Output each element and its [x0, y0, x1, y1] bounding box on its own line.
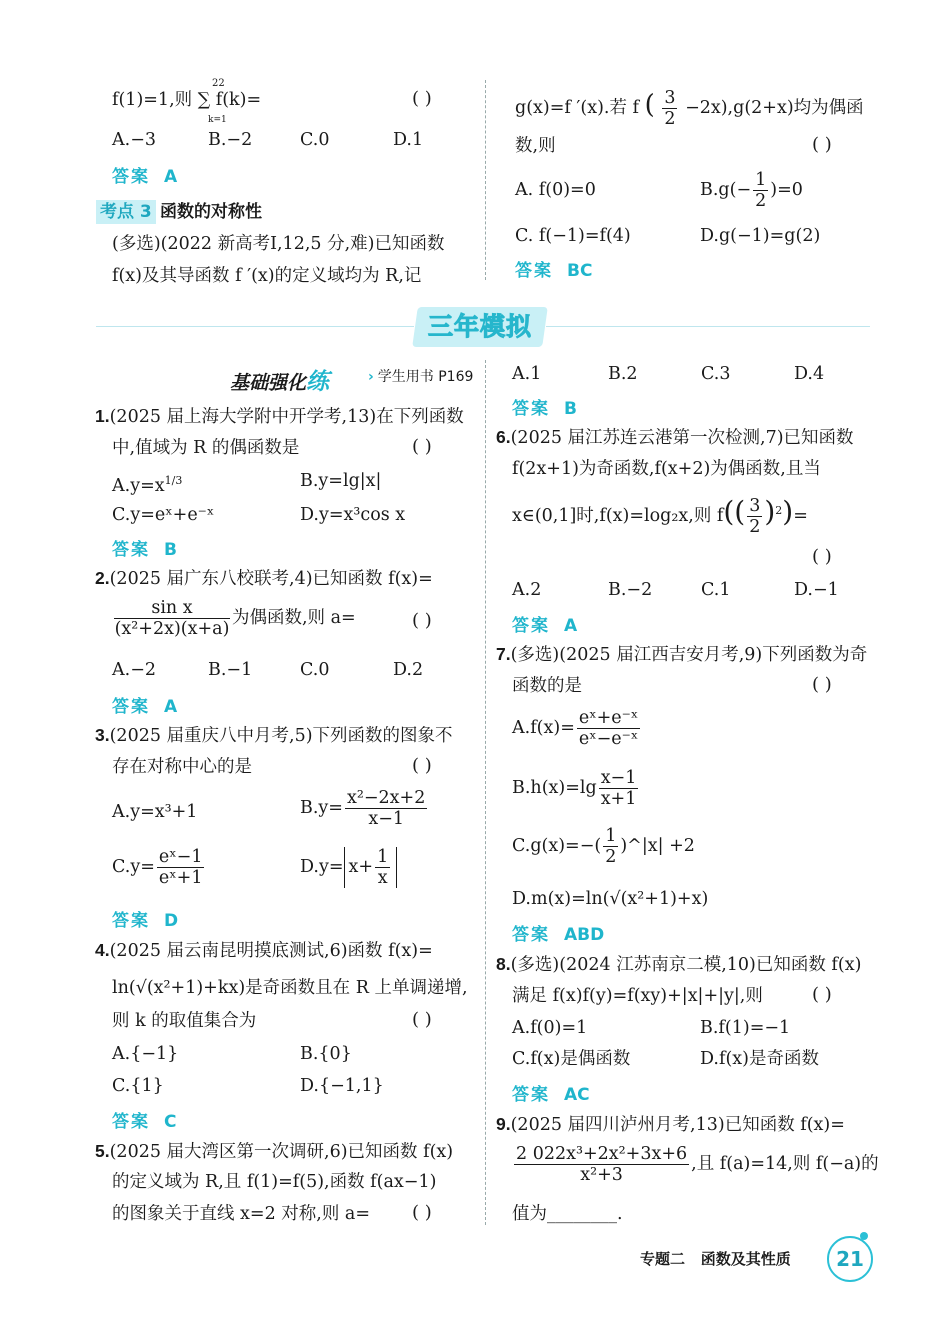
q3-line2: 存在对称中心的是: [112, 757, 252, 777]
prev-q-line1: [112, 88, 261, 112]
column-divider-bottom: [485, 360, 486, 1225]
q5-optD: D.4: [794, 364, 825, 384]
prev-q-answer: [112, 162, 177, 187]
sum-upper: 22: [212, 78, 225, 89]
q6-frac-num: 3: [749, 496, 761, 516]
q1-optA: [112, 469, 182, 498]
q8-optD: D.f(x)是奇函数: [700, 1049, 819, 1069]
q3-optB-pre: B.y=: [300, 798, 343, 818]
q2-bracket: ( ): [412, 610, 432, 631]
q8-bracket: ( ): [812, 984, 832, 1005]
kd-optB-num: 1: [755, 170, 767, 190]
q9-line2-post: ,且 f(a)=14,则 f(−a)的: [691, 1154, 879, 1174]
section-line-right: [546, 326, 870, 327]
kaodian-title: 函数的对称性: [160, 202, 262, 222]
tr-frac-den: 2: [664, 109, 676, 129]
column-divider-top: [485, 80, 486, 280]
q8-line1: [496, 952, 861, 977]
q4-answer: [112, 1107, 176, 1132]
q1-optA-exp: 1/3: [164, 474, 183, 487]
prev-q-optD: D.1: [393, 130, 424, 150]
answer-label: 答案: [512, 616, 550, 636]
chevron-right-icon: ›: [368, 369, 374, 385]
q1-number: 1.: [95, 406, 110, 426]
q5-line2: 的定义域为 R,且 f(1)=f(5),函数 f(ax−1): [112, 1172, 437, 1192]
q3-optD-body: x+: [348, 857, 374, 877]
q8-optB: B.f(1)=−1: [700, 1018, 791, 1038]
q2-optD: D.2: [393, 660, 424, 680]
footer-title: 函数及其性质: [700, 1250, 791, 1268]
q9-frac-num: 2 022x³+2x²+3x+6: [516, 1144, 688, 1164]
prev-q-optB: B.−2: [208, 130, 253, 150]
q3-optB-num: x²−2x+2: [346, 788, 426, 808]
student-book-ref: [368, 366, 473, 386]
q1-optB: B.y=lg|x|: [300, 471, 382, 491]
footer: [640, 1248, 791, 1269]
q6-optA: A.2: [512, 580, 542, 600]
q1-optA-text: A.y=x: [112, 475, 165, 496]
q7-optA-num: eˣ+e⁻ˣ: [578, 708, 639, 728]
q3-optC-den: eˣ+1: [158, 868, 203, 888]
q3-optA: A.y=x³+1: [112, 802, 198, 822]
q3-optC-num: eˣ−1: [158, 847, 203, 867]
q3-optD-den: x: [377, 868, 388, 888]
q6-optB: B.−2: [608, 580, 653, 600]
page-dot-icon: [860, 1232, 868, 1240]
kd-optB-post: )=0: [770, 180, 803, 200]
q4-optC: C.{1}: [112, 1076, 164, 1096]
kd-optB-den: 2: [755, 191, 767, 211]
q7-optC-pre: C.g(x)=−(: [512, 836, 602, 856]
kd-stem-line3: g(x)=f ′(x).若 f ( $\frac{3}{2}$ −2x),g(2+x)均为偶函: [515, 88, 864, 129]
q3-optD-frac: [375, 847, 390, 888]
answer-value: A: [164, 167, 178, 187]
q2-line1-text: (2025 届广东八校联考,4)已知函数 f(x)=: [109, 569, 433, 589]
q5-line1: [95, 1139, 453, 1164]
q7-optC-num: 1: [605, 826, 617, 846]
q2-optB: B.−1: [208, 660, 253, 680]
q4-optB: B.{0}: [300, 1044, 352, 1064]
kd-stem-line4: 数,则: [515, 136, 556, 156]
q8-answer: [512, 1080, 590, 1105]
q2-answer: [112, 692, 177, 717]
kd-optB-pre: B.g(−: [700, 180, 752, 200]
answer-label: 答案: [512, 1085, 550, 1105]
q6-line3-pre: x∈(0,1]时,f(x)=log₂x,则 f: [512, 506, 724, 526]
q7-optA-frac: [577, 708, 640, 749]
prev-q-text: f(1)=1,则 ∑ f(k)=: [112, 90, 262, 110]
q6-number: 6.: [496, 427, 511, 447]
prev-q-optA: A.−3: [112, 130, 156, 150]
q4-line3: 则 k 的取值集合为: [112, 1011, 257, 1031]
q6-line2: f(2x+1)为奇函数,f(x+2)为偶函数,且当: [512, 459, 821, 479]
section-line-left: [96, 326, 414, 327]
kd-stem-line1: (多选)(2022 新高考Ⅰ,12,5 分,难)已知函数: [112, 234, 445, 254]
q6-frac-den: 2: [749, 517, 761, 537]
q3-optD-num: 1: [377, 847, 389, 867]
q4-bracket: ( ): [412, 1009, 432, 1030]
q5-optA: A.1: [512, 364, 542, 384]
q5-line3: 的图象关于直线 x=2 对称,则 a=: [112, 1204, 371, 1224]
q7-optB-num: x−1: [600, 768, 637, 788]
answer-label: 答案: [512, 399, 550, 419]
kaodian-tag: 考点 3: [96, 200, 156, 224]
q5-bracket: ( ): [412, 1202, 432, 1223]
q2-line2: [112, 598, 356, 639]
sum-lower: k=1: [208, 115, 227, 125]
answer-value: C: [164, 1112, 177, 1132]
q9-line2: [512, 1144, 879, 1185]
q6-bracket: ( ): [812, 546, 832, 567]
kd-stem-line2: f(x)及其导函数 f ′(x)的定义域均为 R,记: [112, 266, 422, 286]
answer-label: 答案: [112, 540, 150, 560]
q2-line1: [95, 566, 433, 591]
q4-line1: [95, 938, 433, 963]
q7-line1-text: (多选)(2025 届江西吉安月考,9)下列函数为奇: [510, 645, 868, 665]
sub-heading: [230, 363, 329, 396]
q7-optD: D.m(x)=ln(√(x²+1)+x): [512, 889, 709, 909]
q9-fraction: [514, 1144, 689, 1185]
q2-optA: A.−2: [112, 660, 156, 680]
kd-optC: C. f(−1)=f(4): [515, 226, 631, 246]
answer-value: B: [164, 540, 177, 560]
q1-optD: D.y=x³cos x: [300, 505, 406, 525]
q7-line1: [496, 642, 867, 667]
q2-frac-num: sin x: [114, 598, 230, 619]
q1-line2: 中,值域为 R 的偶函数是: [112, 438, 300, 458]
answer-value: AC: [564, 1085, 590, 1105]
q1-line1: [95, 404, 464, 429]
answer-value: BC: [567, 261, 593, 281]
answer-label: 答案: [515, 261, 553, 281]
q2-frac-den: (x²+2x)(x+a): [114, 619, 230, 639]
q2-fraction: [114, 598, 230, 639]
q7-number: 7.: [496, 644, 511, 664]
q4-optA: A.{−1}: [112, 1044, 179, 1064]
answer-value: A: [164, 697, 178, 717]
q6-line3-post: =: [793, 506, 808, 526]
q6-frac: [747, 496, 762, 537]
q5-optC: C.3: [701, 364, 731, 384]
q7-optB-pre: B.h(x)=lg: [512, 778, 597, 798]
q9-number: 9.: [496, 1114, 511, 1134]
q2-optC: C.0: [300, 660, 330, 680]
answer-label: 答案: [112, 697, 150, 717]
answer-value: ABD: [564, 925, 605, 945]
q6-optD: D.−1: [794, 580, 839, 600]
q3-bracket: ( ): [412, 755, 432, 776]
answer-label: 答案: [112, 167, 150, 187]
q5-number: 5.: [95, 1141, 110, 1161]
q5-line1-text: (2025 届大湾区第一次调研,6)已知函数 f(x): [109, 1142, 454, 1162]
tr-line1-post: −2x),g(2+x)均为偶函: [685, 98, 864, 118]
q7-optC: [512, 826, 695, 867]
q7-optC-frac: [603, 826, 618, 867]
prev-q-bracket: ( ): [412, 88, 432, 109]
q4-optD: D.{−1,1}: [300, 1076, 384, 1096]
q8-number: 8.: [496, 954, 511, 974]
tr-line1-pre: g(x)=f ′(x).若 f: [515, 98, 640, 118]
q3-number: 3.: [95, 725, 110, 745]
q7-optB-frac: [599, 768, 639, 809]
q9-line1-text: (2025 届四川泸州月考,13)已知函数 f(x)=: [510, 1115, 845, 1135]
page-number: 21: [827, 1236, 873, 1282]
q9-frac-den: x²+3: [580, 1165, 623, 1185]
q7-answer: [512, 920, 604, 945]
q7-optA-den: eˣ−e⁻ˣ: [578, 729, 639, 749]
q6-line3: x∈(0,1]时,f(x)=log₂x,则 f(( $\frac{3}{2}$ )$^2$)=: [512, 495, 808, 537]
q7-optB-den: x+1: [600, 789, 637, 809]
q3-optC-frac: [157, 847, 205, 888]
answer-label: 答案: [112, 911, 150, 931]
prev-q-optC: C.0: [300, 130, 330, 150]
q3-answer: [112, 906, 178, 931]
q3-optD: [300, 847, 397, 888]
q7-optC-post: )^|x| +2: [620, 836, 695, 856]
q7-optA-pre: A.f(x)=: [512, 718, 575, 738]
q7-optA: [512, 708, 642, 749]
q6-optC: C.1: [701, 580, 731, 600]
q1-bracket: ( ): [412, 436, 432, 457]
q6-line1-text: (2025 届江苏连云港第一次检测,7)已知函数: [510, 428, 854, 448]
q9-line3: 值为________.: [512, 1204, 623, 1224]
q3-optD-pre: D.y=: [300, 857, 344, 877]
answer-value: B: [564, 399, 577, 419]
q5-answer: [512, 394, 577, 419]
section-banner: 三年模拟: [427, 312, 532, 341]
sub-heading-main: 基础强化: [230, 372, 307, 394]
q7-line2: 函数的是: [512, 676, 582, 696]
q3-optB: [300, 788, 429, 829]
q6-answer: [512, 611, 577, 636]
q8-optA: A.f(0)=1: [512, 1018, 588, 1038]
q8-line2: 满足 f(x)f(y)=f(xy)+|x|+|y|,则: [512, 986, 763, 1006]
q1-optC: C.y=eˣ+e⁻ˣ: [112, 505, 215, 525]
q8-optC: C.f(x)是偶函数: [512, 1049, 631, 1069]
q4-line2: ln(√(x²+1)+kx)是奇函数且在 R 上单调递增,: [112, 978, 468, 998]
q1-line1-text: (2025 届上海大学附中开学考,13)在下列函数: [109, 407, 464, 427]
q4-line1-text: (2025 届云南昆明摸底测试,6)函数 f(x)=: [109, 941, 433, 961]
answer-value: D: [164, 911, 179, 931]
q3-line1-text: (2025 届重庆八中月考,5)下列函数的图象不: [109, 726, 453, 746]
kd-bracket: ( ): [812, 134, 832, 155]
q7-optB: [512, 768, 640, 809]
q9-line1: [496, 1112, 845, 1137]
ref-text: 学生用书 P169: [377, 369, 474, 385]
q3-optC-pre: C.y=: [112, 857, 155, 877]
q3-line1: [95, 723, 453, 748]
q7-bracket: ( ): [812, 674, 832, 695]
q1-answer: [112, 535, 177, 560]
q5-optB: B.2: [608, 364, 638, 384]
answer-label: 答案: [512, 925, 550, 945]
q2-number: 2.: [95, 568, 110, 588]
answer-label: 答案: [112, 1112, 150, 1132]
q3-optB-frac: [345, 788, 427, 829]
q8-line1-text: (多选)(2024 江苏南京二模,10)已知函数 f(x): [510, 955, 862, 975]
q2-line2-post: 为偶函数,则 a=: [232, 608, 356, 628]
kd-optA: A. f(0)=0: [515, 180, 596, 200]
q7-optC-den: 2: [605, 847, 617, 867]
tr-frac-num: 3: [664, 88, 676, 108]
kd-optB: [700, 170, 803, 211]
q4-number: 4.: [95, 940, 110, 960]
answer-value: A: [564, 616, 578, 636]
sub-heading-highlight: 练: [306, 369, 330, 395]
footer-topic: 专题二: [640, 1250, 686, 1268]
q3-optB-den: x−1: [368, 809, 404, 829]
tr-fraction: [662, 88, 677, 129]
q6-line1: [496, 425, 854, 450]
q3-optC: [112, 847, 206, 888]
kd-optB-frac: [753, 170, 768, 211]
kd-optD: D.g(−1)=g(2): [700, 226, 821, 246]
kd-answer: [515, 256, 592, 281]
